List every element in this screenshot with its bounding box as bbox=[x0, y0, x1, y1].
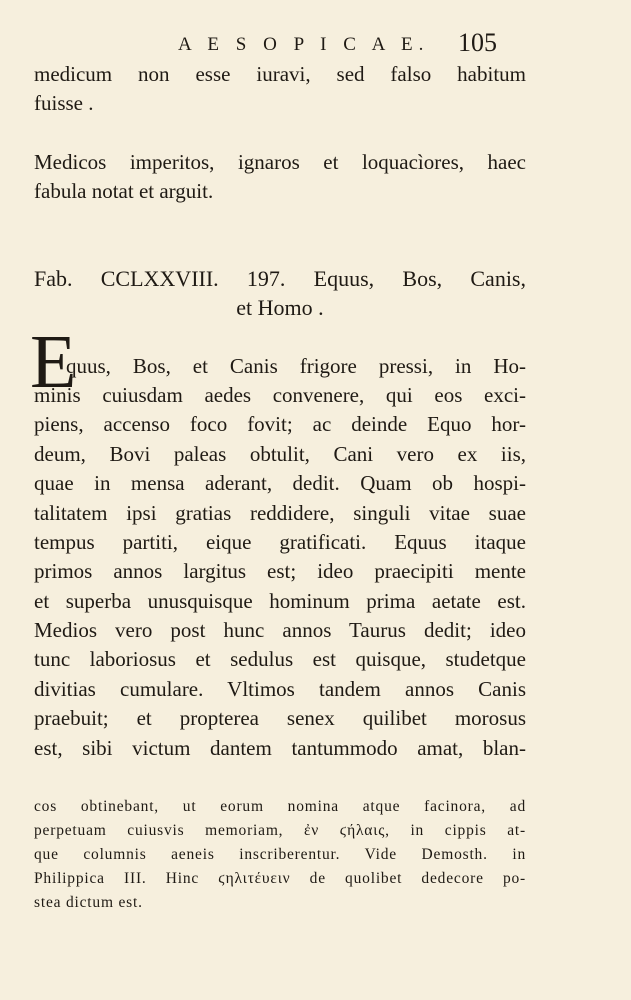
fable-line: tempus partiti, eique gratificati. Equus itaque bbox=[34, 530, 526, 554]
fable-line: piens, accenso foco fovit; ac deinde Equo hor- bbox=[34, 412, 526, 436]
running-title: A E S O P I C A E. bbox=[178, 34, 430, 55]
intro-line: medicum non esse iuravi, sed falso habitum bbox=[34, 62, 526, 86]
fable-line: primos annos largitus est; ideo praecipiti mente bbox=[34, 559, 526, 583]
page-header bbox=[0, 28, 631, 62]
fable-line: talitatem ipsi gratias reddidere, singuli vitae suae bbox=[34, 501, 526, 525]
footnote-line: cos obtinebant, ut eorum nomina atque facinora, ad bbox=[34, 798, 526, 815]
moral-line: Medicos imperitos, ignaros et loquacìores, haec bbox=[34, 150, 526, 174]
footnote-line: perpetuam cuiusvis memoriam, ἐν ϛήλαις, in cippis at- bbox=[34, 822, 526, 839]
footnote-line: que columnis aeneis inscriberentur. Vide Demosth. in bbox=[34, 846, 526, 863]
moral-line: fabula notat et arguit. bbox=[34, 179, 214, 203]
fable-line: est, sibi victum dantem tantummodo amat, blan- bbox=[34, 736, 526, 760]
fable-line: divitias cumulare. Vltimos tandem annos Canis bbox=[34, 677, 526, 701]
fable-line: praebuit; et propterea senex quilibet morosus bbox=[34, 706, 526, 730]
footnote-line: stea dictum est. bbox=[34, 894, 143, 911]
fable-line: minis cuiusdam aedes convenere, qui eos exci- bbox=[34, 383, 526, 407]
fable-title: Fab. CCLXXVIII. 197. Equus, Bos, Canis, bbox=[34, 266, 526, 291]
fable-line: Medios vero post hunc annos Taurus dedit; ideo bbox=[34, 618, 526, 642]
drop-cap: E bbox=[30, 320, 77, 404]
fable-line: tunc laboriosus et sedulus est quisque, studetque bbox=[34, 647, 526, 671]
footnote-line: Philippica III. Hinc ϛηλιτέυειν de quolibet dedecore po- bbox=[34, 870, 526, 887]
fable-subtitle: et Homo . bbox=[236, 295, 324, 320]
fable-line: deum, Bovi paleas obtulit, Cani vero ex iis, bbox=[34, 442, 526, 466]
intro-line: fuisse . bbox=[34, 91, 94, 115]
page-number: 105 bbox=[458, 28, 497, 57]
fable-line: quae in mensa aderant, dedit. Quam ob hospi- bbox=[34, 471, 526, 495]
fable-line: quus, Bos, et Canis frigore pressi, in Ho- bbox=[66, 354, 526, 378]
fable-line: et superba unusquisque hominum prima aetate est. bbox=[34, 589, 526, 613]
